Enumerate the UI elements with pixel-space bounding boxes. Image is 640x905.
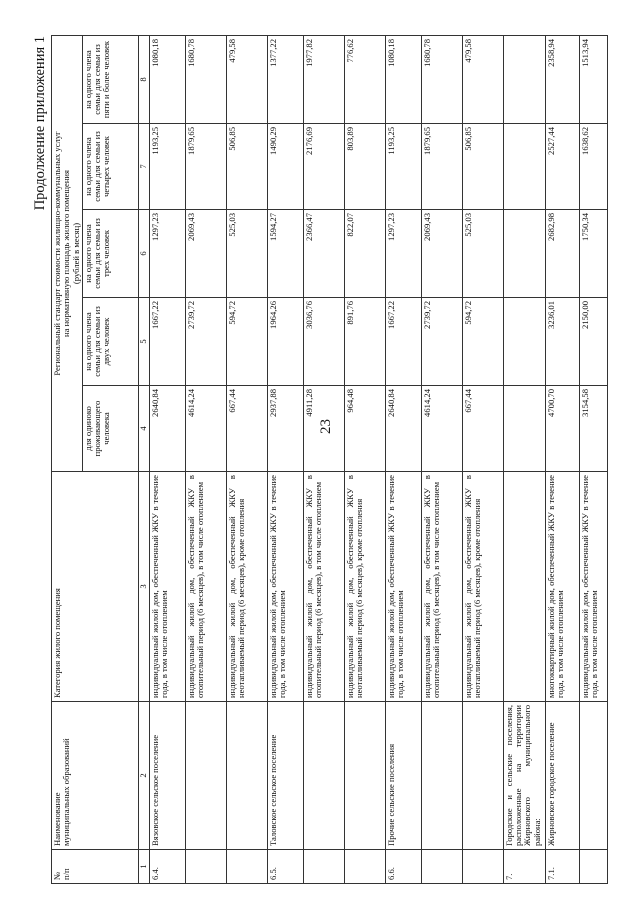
value-cell: 2682,98: [545, 210, 579, 298]
subheader-three: на одного члена семьи для семьи из трех человек: [82, 210, 138, 298]
category-cell: индивидуальный жилой дом, обеспеченный ЖКУ в течение года, в том числе отоплением: [267, 472, 303, 702]
value-cell: 2640,84: [149, 386, 185, 472]
row-number: [226, 850, 267, 884]
header-standard: Региональный стандарт стоимости жилищно-коммунальных услуг на нормативную площадь жилого помещения (рублей в месяц): [52, 35, 83, 471]
municipality-cell: [303, 702, 344, 850]
column-number: 2: [138, 702, 149, 850]
category-cell: индивидуальный жилой дом, обеспеченный ЖКУ в отопительный период (6 месяцев), в том числе отоплением: [303, 472, 344, 702]
header-municipality: Наименование муниципальных образований: [52, 702, 139, 850]
column-number: 4: [138, 386, 149, 472]
category-cell: индивидуальный жилой дом, обеспеченный ЖКУ в неотапливаемый период (6 месяцев), кроме отопления: [462, 472, 503, 702]
value-cell: 1977,82: [303, 35, 344, 123]
value-cell: 594,72: [462, 298, 503, 386]
value-cell: 479,58: [462, 35, 503, 123]
category-cell: индивидуальный жилой дом, обеспеченный ЖКУ в неотапливаемый период (6 месяцев), кроме отопления: [226, 472, 267, 702]
value-cell: 776,62: [344, 35, 385, 123]
municipality-cell: Прочие сельские поселения: [385, 702, 421, 850]
value-cell: 479,58: [226, 35, 267, 123]
subheader-single: для одиноко проживающего человека: [82, 386, 138, 472]
table-row: [462, 35, 503, 883]
value-cell: 1594,27: [267, 210, 303, 298]
table-row: [503, 35, 545, 883]
value-cell: 2358,94: [545, 35, 579, 123]
category-cell: индивидуальный жилой дом, обеспеченный ЖКУ в течение года, в том числе отоплением: [579, 472, 607, 702]
subheader-four: на одного члена семьи для семьи из четырех человек: [82, 124, 138, 210]
value-cell: 1513,94: [579, 35, 607, 123]
value-cell: 1080,18: [385, 35, 421, 123]
column-number: 5: [138, 298, 149, 386]
value-cell: 1879,65: [421, 124, 462, 210]
value-cell: [503, 124, 545, 210]
row-number: 6.5.: [267, 850, 303, 884]
table-row: [226, 35, 267, 883]
subheader-two: на одного члена семьи для семьи из двух человек: [82, 298, 138, 386]
appendix-caption: Продолжение приложения 1: [32, 36, 48, 211]
value-cell: 4700,70: [545, 386, 579, 472]
value-cell: 2739,72: [185, 298, 226, 386]
value-cell: 1680,78: [185, 35, 226, 123]
category-cell: индивидуальный жилой дом, обеспеченный ЖКУ в течение года, в том числе отоплением: [385, 472, 421, 702]
column-number: 6: [138, 210, 149, 298]
column-number: 1: [138, 850, 149, 884]
value-cell: 1667,22: [385, 298, 421, 386]
table-row: [149, 35, 185, 883]
row-number: [344, 850, 385, 884]
value-cell: 1297,23: [385, 210, 421, 298]
category-cell: индивидуальный жилой дом, обеспеченный ЖКУ в неотапливаемый период (6 месяцев), кроме отопления: [344, 472, 385, 702]
value-cell: 506,85: [226, 124, 267, 210]
value-cell: 2739,72: [421, 298, 462, 386]
value-cell: 3154,58: [579, 386, 607, 472]
value-cell: 1638,62: [579, 124, 607, 210]
value-cell: [503, 35, 545, 123]
value-cell: 525,03: [462, 210, 503, 298]
category-cell: индивидуальный жилой дом, обеспеченный ЖКУ в отопительный период (6 месяцев), в том числе отоплением: [421, 472, 462, 702]
value-cell: 4614,24: [185, 386, 226, 472]
housing-standard-table: [51, 35, 608, 884]
category-cell: [503, 472, 545, 702]
row-number: 7.1.: [545, 850, 579, 884]
municipality-cell: [226, 702, 267, 850]
value-cell: 2176,69: [303, 124, 344, 210]
municipality-cell: [344, 702, 385, 850]
row-number: 6.6.: [385, 850, 421, 884]
row-number: [303, 850, 344, 884]
column-number: 7: [138, 124, 149, 210]
value-cell: 1964,26: [267, 298, 303, 386]
value-cell: 525,03: [226, 210, 267, 298]
value-cell: [503, 210, 545, 298]
municipality-cell: Таловское сельское поселение: [267, 702, 303, 850]
municipality-cell: [421, 702, 462, 850]
value-cell: 891,76: [344, 298, 385, 386]
value-cell: 2069,43: [185, 210, 226, 298]
subheader-five-plus: на одного члена семьи для семьи из пяти и более человек: [82, 35, 138, 123]
table-row: [303, 35, 344, 883]
value-cell: 2640,84: [385, 386, 421, 472]
value-cell: 506,85: [462, 124, 503, 210]
value-cell: 4911,28: [303, 386, 344, 472]
value-cell: [503, 298, 545, 386]
column-number: 8: [138, 35, 149, 123]
page-number: 23: [318, 419, 334, 434]
table-row: [344, 35, 385, 883]
value-cell: 1193,25: [385, 124, 421, 210]
value-cell: 964,48: [344, 386, 385, 472]
table-row: [579, 35, 607, 883]
value-cell: 2150,00: [579, 298, 607, 386]
row-number: 6.4.: [149, 850, 185, 884]
value-cell: 2527,44: [545, 124, 579, 210]
table-row: [545, 35, 579, 883]
value-cell: 1080,18: [149, 35, 185, 123]
row-number: 7.: [503, 850, 545, 884]
row-number: [462, 850, 503, 884]
value-cell: 1297,23: [149, 210, 185, 298]
value-cell: 3236,01: [545, 298, 579, 386]
value-cell: 4614,24: [421, 386, 462, 472]
row-number: [421, 850, 462, 884]
rotated-page-content: [31, 36, 608, 884]
value-cell: 1750,34: [579, 210, 607, 298]
value-cell: 667,44: [226, 386, 267, 472]
value-cell: 1193,25: [149, 124, 185, 210]
value-cell: 3036,76: [303, 298, 344, 386]
category-cell: индивидуальный жилой дом, обеспеченный ЖКУ в отопительный период (6 месяцев), в том числе отоплением: [185, 472, 226, 702]
municipality-cell: Городские и сельские поселения, расположенные на территории Жирновского муниципального района:: [503, 702, 545, 850]
value-cell: 667,44: [462, 386, 503, 472]
value-cell: 1879,65: [185, 124, 226, 210]
value-cell: 822,07: [344, 210, 385, 298]
value-cell: 1680,78: [421, 35, 462, 123]
header-category: Категория жилого помещения: [52, 472, 139, 702]
value-cell: 594,72: [226, 298, 267, 386]
header-number: № п/п: [52, 850, 139, 884]
category-cell: многоквартирный жилой дом, обеспеченный ЖКУ в течение года, в том числе отоплением: [545, 472, 579, 702]
table-row: [185, 35, 226, 883]
row-number: [579, 850, 607, 884]
table-row: [267, 35, 303, 883]
value-cell: 803,89: [344, 124, 385, 210]
value-cell: [503, 386, 545, 472]
municipality-cell: [579, 702, 607, 850]
municipality-cell: Вязовское сельское поселение: [149, 702, 185, 850]
municipality-cell: [185, 702, 226, 850]
value-cell: 2937,88: [267, 386, 303, 472]
value-cell: 1377,22: [267, 35, 303, 123]
table-body: [149, 35, 607, 883]
value-cell: 2069,43: [421, 210, 462, 298]
value-cell: 1667,22: [149, 298, 185, 386]
municipality-cell: [462, 702, 503, 850]
value-cell: 2366,47: [303, 210, 344, 298]
category-cell: индивидуальный жилой дом, обеспеченный ЖКУ в течение года, в том числе отоплением: [149, 472, 185, 702]
row-number: [185, 850, 226, 884]
column-number: 3: [138, 472, 149, 702]
value-cell: 1490,29: [267, 124, 303, 210]
municipality-cell: Жирновское городское поселение: [545, 702, 579, 850]
table-row: [385, 35, 421, 883]
table-row: [421, 35, 462, 883]
